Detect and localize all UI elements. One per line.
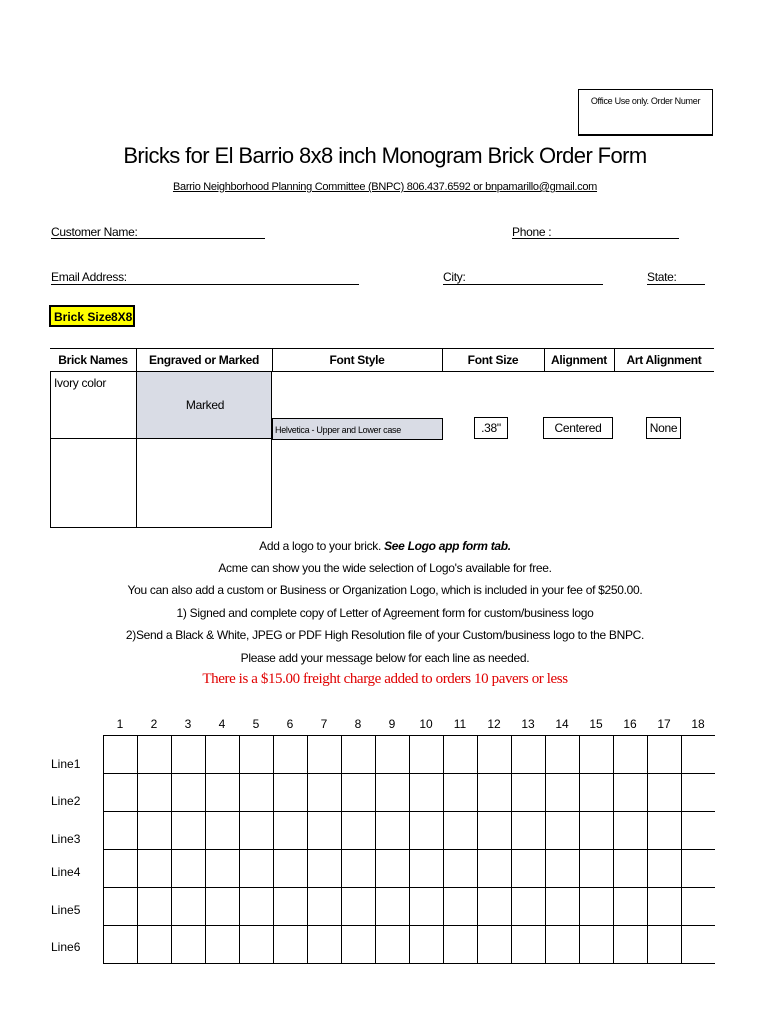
instruction-line-4: 1) Signed and complete copy of Letter of Agreement form for custom/business logo <box>176 606 594 620</box>
grid-cell[interactable] <box>580 888 614 926</box>
grid-cell[interactable] <box>240 850 274 888</box>
grid-cell[interactable] <box>206 926 240 964</box>
brick-size-badge <box>49 305 135 327</box>
grid-cell[interactable] <box>206 888 240 926</box>
instruction-line-2: Acme can show you the wide selection of Logo's available for free. <box>218 561 552 575</box>
grid-cell[interactable] <box>580 812 614 850</box>
grid-cell[interactable] <box>104 736 138 774</box>
grid-cell[interactable] <box>512 926 546 964</box>
grid-cell[interactable] <box>478 736 512 774</box>
grid-column-number: 8 <box>354 717 362 731</box>
brick-size-label: Brick Size <box>54 310 112 324</box>
grid-cell[interactable] <box>580 774 614 812</box>
grid-cell[interactable] <box>478 850 512 888</box>
col-brick-names: Brick Names <box>58 353 128 367</box>
grid-cell[interactable] <box>308 812 342 850</box>
grid-column-number: 10 <box>419 717 433 731</box>
grid-cell[interactable] <box>274 888 308 926</box>
grid-cell[interactable] <box>172 774 206 812</box>
order-table-header <box>50 348 714 372</box>
grid-column-number: 17 <box>657 717 671 731</box>
grid-cell[interactable] <box>682 926 716 964</box>
grid-cell[interactable] <box>308 888 342 926</box>
grid-cell[interactable] <box>512 888 546 926</box>
grid-cell[interactable] <box>512 812 546 850</box>
freight-notice: There is a $15.00 freight charge added to orders 10 pavers or less <box>202 671 568 687</box>
grid-cell[interactable] <box>580 850 614 888</box>
grid-cell[interactable] <box>274 774 308 812</box>
grid-cell[interactable] <box>648 926 682 964</box>
grid-cell[interactable] <box>580 736 614 774</box>
grid-cell[interactable] <box>682 736 716 774</box>
customer-name-field[interactable] <box>51 238 265 239</box>
grid-cell[interactable] <box>206 736 240 774</box>
grid-cell[interactable] <box>682 850 716 888</box>
engraved-value: Marked <box>185 398 225 412</box>
customer-name-label: Customer Name: <box>51 225 138 239</box>
logo-tab-reference: See Logo app form tab. <box>384 539 511 553</box>
grid-cell[interactable] <box>546 774 580 812</box>
grid-cell[interactable] <box>614 850 648 888</box>
grid-cell[interactable] <box>376 736 410 774</box>
col-art-alignment: Art Alignment <box>626 353 702 367</box>
grid-cell[interactable] <box>172 850 206 888</box>
grid-cell[interactable] <box>580 926 614 964</box>
grid-column-number: 15 <box>589 717 603 731</box>
instruction-line-6: Please add your message below for each line as needed. <box>240 651 530 665</box>
grid-cell[interactable] <box>444 774 478 812</box>
grid-cell[interactable] <box>342 774 376 812</box>
grid-cell[interactable] <box>138 850 172 888</box>
grid-column-number: 14 <box>555 717 569 731</box>
grid-line-label: Line4 <box>51 865 81 879</box>
grid-cell[interactable] <box>342 888 376 926</box>
email-field[interactable] <box>51 284 359 285</box>
grid-cell[interactable] <box>614 774 648 812</box>
grid-cell[interactable] <box>410 926 444 964</box>
grid-cell[interactable] <box>648 736 682 774</box>
grid-cell[interactable] <box>172 736 206 774</box>
grid-cell[interactable] <box>240 736 274 774</box>
grid-cell[interactable] <box>240 926 274 964</box>
grid-cell[interactable] <box>648 888 682 926</box>
grid-cell[interactable] <box>546 812 580 850</box>
city-label: City: <box>443 270 466 284</box>
grid-cell[interactable] <box>478 812 512 850</box>
grid-column-number: 6 <box>286 717 294 731</box>
grid-cell[interactable] <box>376 850 410 888</box>
art-alignment-field[interactable]: None <box>646 417 681 439</box>
col-engraved: Engraved or Marked <box>149 353 259 367</box>
grid-column-number: 1 <box>116 717 124 731</box>
grid-cell[interactable] <box>478 888 512 926</box>
brick-name-value: Ivory color <box>54 376 107 390</box>
grid-cell[interactable] <box>648 812 682 850</box>
state-field[interactable] <box>647 284 705 285</box>
grid-cell[interactable] <box>342 812 376 850</box>
grid-cell[interactable] <box>648 774 682 812</box>
logo-instruction-text: Add a logo to your brick. <box>259 539 382 553</box>
font-style-select[interactable]: Helvetica - Upper and Lower case <box>272 418 443 440</box>
grid-cell[interactable] <box>410 888 444 926</box>
grid-cell[interactable] <box>274 850 308 888</box>
grid-column-number: 11 <box>453 717 467 731</box>
engraved-cell-2[interactable] <box>136 438 272 528</box>
grid-cell[interactable] <box>206 850 240 888</box>
grid-cell[interactable] <box>614 888 648 926</box>
grid-cell[interactable] <box>444 812 478 850</box>
brick-name-cell-1[interactable] <box>50 372 137 439</box>
grid-column-number: 9 <box>388 717 396 731</box>
col-alignment: Alignment <box>551 353 607 367</box>
grid-cell[interactable] <box>342 926 376 964</box>
grid-column-number: 12 <box>487 717 501 731</box>
grid-cell[interactable] <box>512 736 546 774</box>
grid-cell[interactable] <box>478 774 512 812</box>
grid-column-number: 18 <box>691 717 705 731</box>
grid-cell[interactable] <box>342 736 376 774</box>
font-size-field[interactable]: .38" <box>474 417 508 439</box>
grid-cell[interactable] <box>274 926 308 964</box>
grid-cell[interactable] <box>138 774 172 812</box>
grid-column-number: 3 <box>184 717 192 731</box>
grid-cell[interactable] <box>614 812 648 850</box>
grid-cell[interactable] <box>614 926 648 964</box>
grid-cell[interactable] <box>444 736 478 774</box>
grid-cell[interactable] <box>376 888 410 926</box>
grid-cell[interactable] <box>376 926 410 964</box>
grid-cell[interactable] <box>104 888 138 926</box>
grid-cell[interactable] <box>614 736 648 774</box>
grid-cell[interactable] <box>410 774 444 812</box>
grid-cell[interactable] <box>444 888 478 926</box>
phone-label: Phone : <box>512 225 552 239</box>
grid-cell[interactable] <box>648 850 682 888</box>
grid-cell[interactable] <box>376 812 410 850</box>
grid-cell[interactable] <box>172 926 206 964</box>
grid-cell[interactable] <box>546 888 580 926</box>
grid-line-label: Line1 <box>51 757 81 771</box>
grid-cell[interactable] <box>308 926 342 964</box>
grid-cell[interactable] <box>682 888 716 926</box>
grid-cell[interactable] <box>138 812 172 850</box>
instruction-line-5: 2)Send a Black & White, JPEG or PDF High Resolution file of your Custom/business logo to the BNPC. <box>125 628 645 642</box>
message-grid[interactable] <box>103 735 715 964</box>
city-field[interactable] <box>443 284 603 285</box>
grid-cell[interactable] <box>138 926 172 964</box>
grid-column-number: 2 <box>150 717 158 731</box>
grid-cell[interactable] <box>410 812 444 850</box>
grid-cell[interactable] <box>240 888 274 926</box>
grid-cell[interactable] <box>410 736 444 774</box>
grid-cell[interactable] <box>308 774 342 812</box>
grid-cell[interactable] <box>546 736 580 774</box>
office-use-box <box>578 89 713 136</box>
grid-cell[interactable] <box>546 926 580 964</box>
page-title: Bricks for El Barrio 8x8 inch Monogram Brick Order Form <box>123 143 647 168</box>
grid-cell[interactable] <box>512 850 546 888</box>
engraved-cell-1[interactable] <box>136 372 272 439</box>
grid-cell[interactable] <box>240 812 274 850</box>
logo-instruction <box>0 539 770 553</box>
page-subtitle: Barrio Neighborhood Planning Committee (BNPC) 806.437.6592 or bnpamarillo@gmail.com <box>172 181 598 193</box>
grid-cell[interactable] <box>274 736 308 774</box>
col-font-style: Font Style <box>329 353 385 367</box>
brick-name-cell-2[interactable] <box>50 438 137 528</box>
grid-cell[interactable] <box>274 812 308 850</box>
grid-cell[interactable] <box>206 774 240 812</box>
grid-column-number: 7 <box>320 717 328 731</box>
grid-cell[interactable] <box>172 812 206 850</box>
grid-cell[interactable] <box>682 812 716 850</box>
grid-cell[interactable] <box>512 774 546 812</box>
state-label: State: <box>647 270 677 284</box>
grid-cell[interactable] <box>308 736 342 774</box>
grid-cell[interactable] <box>138 736 172 774</box>
grid-column-number: 16 <box>623 717 637 731</box>
grid-cell[interactable] <box>478 926 512 964</box>
email-label: Email Address: <box>51 270 127 284</box>
brick-size-value: 8X8 <box>111 310 133 324</box>
grid-cell[interactable] <box>104 812 138 850</box>
instruction-line-3: You can also add a custom or Business or Organization Logo, which is included in your fee of $250.00. <box>127 583 643 597</box>
grid-cell[interactable] <box>444 926 478 964</box>
grid-cell[interactable] <box>138 888 172 926</box>
grid-cell[interactable] <box>206 812 240 850</box>
alignment-field[interactable]: Centered <box>543 417 613 439</box>
grid-line-label: Line2 <box>51 794 81 808</box>
grid-cell[interactable] <box>104 926 138 964</box>
grid-cell[interactable] <box>172 888 206 926</box>
grid-cell[interactable] <box>240 774 274 812</box>
grid-cell[interactable] <box>376 774 410 812</box>
office-use-label: Office Use only. Order Numer <box>590 96 701 106</box>
grid-line-label: Line6 <box>51 940 81 954</box>
grid-column-number: 5 <box>252 717 260 731</box>
col-font-size: Font Size <box>467 353 519 367</box>
grid-line-label: Line5 <box>51 903 81 917</box>
phone-field[interactable] <box>512 238 679 239</box>
grid-cell[interactable] <box>308 850 342 888</box>
grid-column-number: 4 <box>218 717 226 731</box>
grid-column-number: 13 <box>521 717 535 731</box>
grid-cell[interactable] <box>444 850 478 888</box>
grid-cell[interactable] <box>546 850 580 888</box>
grid-cell[interactable] <box>104 774 138 812</box>
grid-cell[interactable] <box>682 774 716 812</box>
grid-line-label: Line3 <box>51 832 81 846</box>
grid-cell[interactable] <box>410 850 444 888</box>
grid-cell[interactable] <box>342 850 376 888</box>
grid-cell[interactable] <box>104 850 138 888</box>
